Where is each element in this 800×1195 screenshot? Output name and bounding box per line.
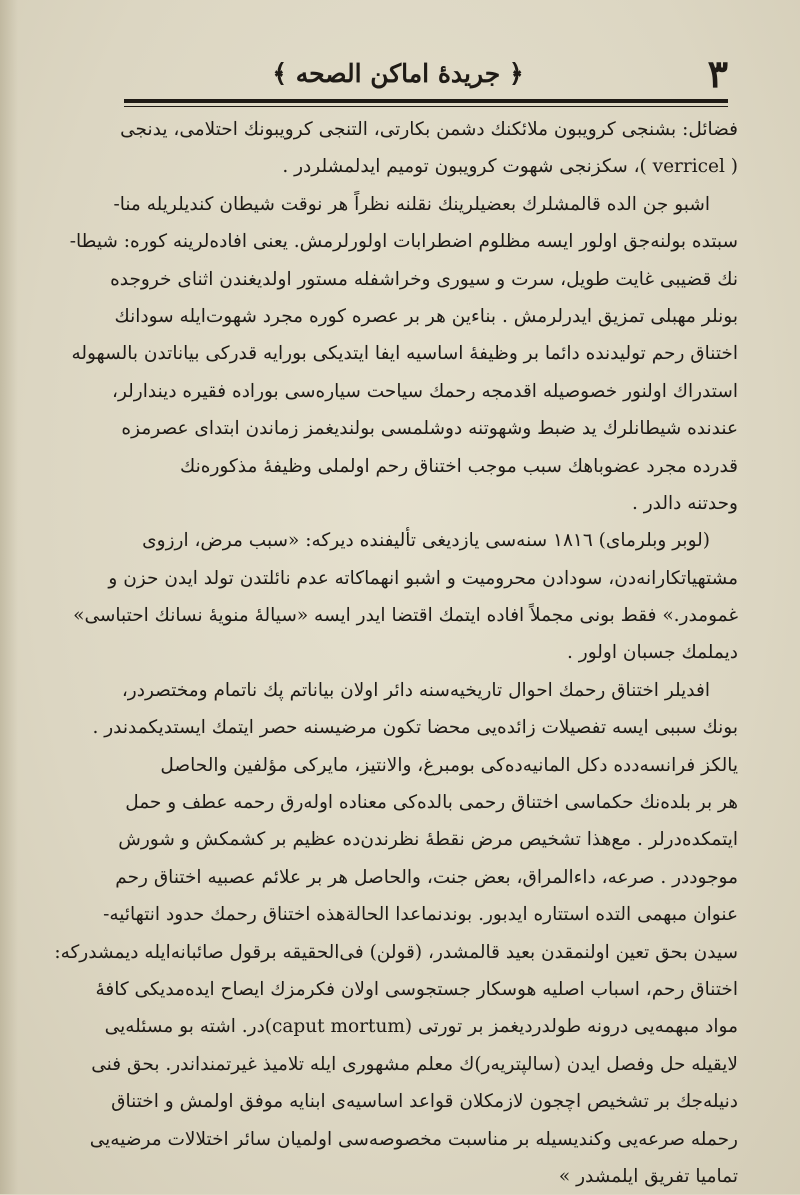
text-line: رحمله صرعه‌يى وكنديسيله بر مناسبت مخصوصه‌سى اولميان سائر اختلالات مرضيه‌يى — [89, 1128, 738, 1150]
page-number: ٣ — [707, 51, 728, 96]
header-rule-thick — [124, 99, 728, 103]
paragraph — [73, 522, 738, 672]
paragraph — [120, 111, 738, 186]
header-rule-thin — [124, 106, 728, 107]
text-line: اختناق رحم، اسباب اصليه هوسكار جستجوسى اولان فكرمزك ايصاح ايده‌مديكى كافهٔ — [95, 978, 738, 1000]
body-text — [54, 111, 738, 1195]
text-line: بونلر مهبلى تمزيق ايدرلرمش . بناءين هر بر عصره كوره مجرد شهوت‌ايله سودانك — [114, 305, 738, 327]
text-line: بونك سببى ايسه تفصيلات زائده‌يى محضا تكون مرضيسنه حصر ايتمك ايستديكمدندر . — [92, 717, 738, 739]
text-line: تماميا تفريق ايلمشدر » — [558, 1165, 738, 1187]
text-line: سيدن بحق تعين اولنمقدن بعيد قالمشدر، (قولن) فى‌الحقيقه برقول صائبانه‌ايله ديمشدركه: — [54, 941, 738, 963]
text-line: غمومدر.» فقط بونى مجملاً افاده ايتمك اقتضا ايدر ايسه «سيالهٔ منويهٔ نسانك احتباسى» — [73, 605, 738, 627]
paragraph — [69, 186, 738, 523]
text-line: ايتمكده‌درلر . مع‌هذا تشخيص مرض نقطهٔ نظرندن‌ده عظيم بر كشمكش و شورش — [118, 829, 738, 851]
text-line: مواد مبهمه‌يى درونه طولدرديغمز بر تورتى (caput mortum)در. اشته بو مسئله‌يى — [104, 1016, 738, 1038]
text-line: موجوددر . صرعه، داءالمراق، بعض جنت، والحاصل هر بر علائم عصبيه اختناق رحم — [115, 866, 738, 888]
text-line: ( verricel )، سكزنجى شهوت كرويبون توميم ايدلمشلردر . — [282, 156, 738, 178]
journal-title: ﴿ جريدهٔ اماكن الصحه ﴾ — [272, 59, 524, 88]
text-line: فضائل: بشنجى كرويبون ملائكنك دشمن بكارتى، التنجى كرويبونك احتلامى، يدنجى — [120, 119, 738, 140]
text-line: سبتده بولنه‌جق اولور ايسه مظلوم اضطرابات اولورلرمش. يعنى افاده‌لرينه كوره: شيطا- — [69, 231, 738, 253]
text-line: استدراك اولنور خصوصيله اقدمجه رحمك سياحت سياره‌سى بوراده فقيره ديندارلر، — [111, 380, 738, 402]
text-line: يالكز فرانسه‌دده دكل المانيه‌ده‌كى بومبرغ، والانتيز، مايركى مؤلفين والحاصل — [160, 754, 738, 776]
text-line: مشتهياتكارانه‌دن، سودادن محروميت و اشبو انهماكاته عدم نائلتدن تولد ايدن حزن و — [108, 567, 738, 589]
text-line: عنوان مبهمى التده استتاره ايدبور. بوندنماعدا الحالةهذه اختناق رحمك حدود انتهائيه- — [103, 904, 738, 926]
text-line: اختناق رحم توليدنده دائما بر وظيفهٔ اساسيه ايفا ايتديكى بورايه قدركى بياناتدن بالسهوله — [71, 343, 738, 365]
text-line: ديملمك جسبان اولور . — [567, 642, 738, 664]
text-line: قدرده مجرد عضوباهك سبب موجب اختناق رحم اولملى وظيفهٔ مذكوره‌نك — [180, 455, 738, 477]
text-line: هر بر بلده‌نك حكماسى اختناق رحمى بالده‌كى معناده اوله‌رق رحمه عطف و حمل — [125, 792, 738, 814]
text-line: وحدتنه دالدر . — [631, 492, 738, 514]
paragraph — [54, 672, 738, 1195]
text-line: نك قضيبى غايت طويل، سرت و سيورى وخراشفله مستور اولديغندن اثناى خروجده — [110, 268, 738, 290]
text-line: عندنده شيطانلرك يد ضبط وشهوتنه دوشلمسى بولنديغمز زماندن ابتداى عصرمزه — [121, 418, 738, 440]
page-edge-shadow — [0, 0, 18, 1194]
text-line: افديلر اختناق رحمك احوال تاريخيه‌سنه دائر اولان بياناتم پك ناتمام ومختصردر، — [121, 679, 710, 701]
text-line: دنيله‌جك بر تشخيص اچجون لازمكلان قواعد اساسيه‌ى ابنايه موفق اولمش و اختناق — [111, 1091, 738, 1113]
page-header — [128, 52, 728, 96]
text-line: لايقيله حل وفصل ايدن (سالپتريه‌ر)ك معلم مشهورى ايله تلاميذ غيرتمنداندر. بحق فنى — [91, 1053, 738, 1075]
text-line: (لوبر وبلرماى) ١٨١٦ سنه‌سى يازديغى تأليفنده ديركه: «سبب مرض، ارزوى — [142, 530, 710, 552]
text-line: اشبو جن الده قالمشلرك بعضيلرينك نقلنه نظراً هر نوقت شيطان كنديلريله منا- — [113, 193, 710, 215]
